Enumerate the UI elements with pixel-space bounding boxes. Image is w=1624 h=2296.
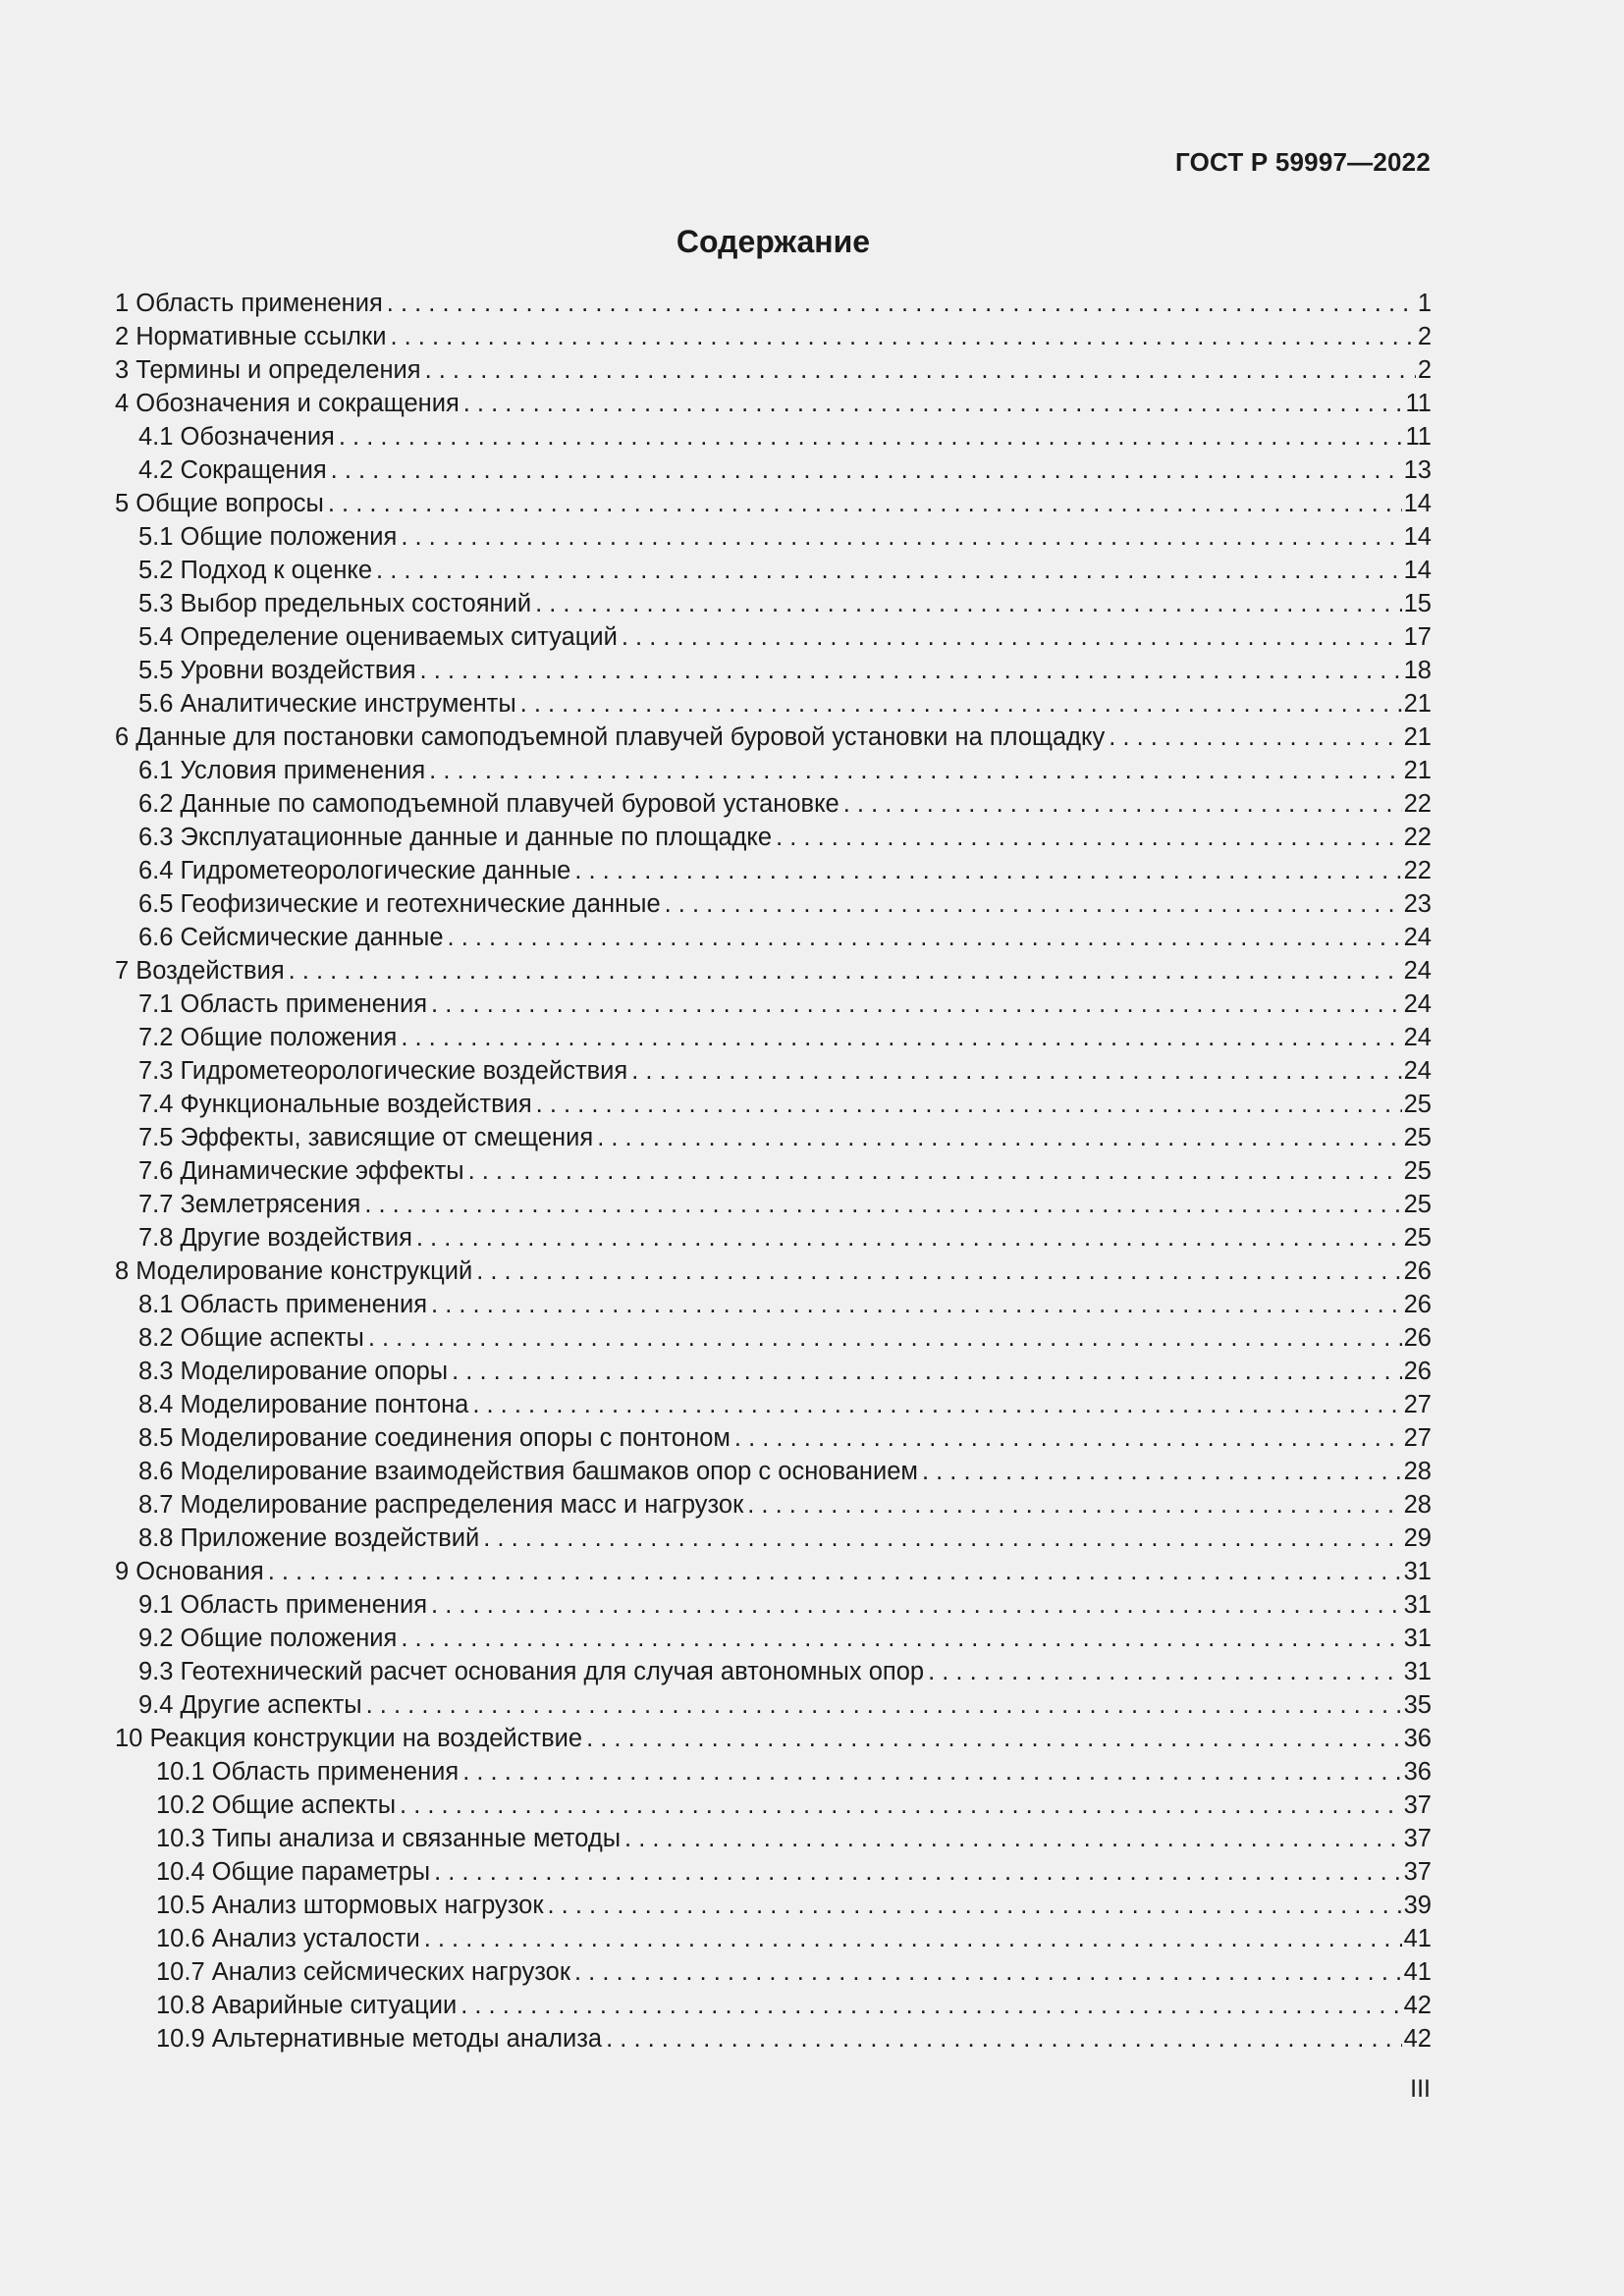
- toc-dot-leader: [448, 921, 1402, 954]
- toc-dot-leader: [843, 787, 1402, 821]
- toc-dot-leader: [328, 487, 1402, 520]
- toc-entry-label: 4.1 Обозначения: [138, 420, 335, 454]
- toc-entry[interactable]: [115, 1889, 1432, 1922]
- toc-entry-label: 4.2 Сокращения: [138, 454, 327, 487]
- toc-entry-label: 10.1 Область применения: [156, 1755, 459, 1789]
- toc-dot-leader: [535, 587, 1402, 620]
- toc-dot-leader: [631, 1054, 1401, 1088]
- toc-entry-label: 5.5 Уровни воздействия: [138, 654, 416, 687]
- toc-dot-leader: [606, 2022, 1402, 2056]
- toc-entry-label: 8.3 Моделирование опоры: [138, 1355, 448, 1388]
- toc-entry-label: 8.8 Приложение воздействий: [138, 1522, 479, 1555]
- toc-dot-leader: [431, 1588, 1402, 1622]
- toc-entry-label: 5.1 Общие положения: [138, 520, 397, 554]
- toc-entry-label: 6.5 Геофизические и геотехнические данные: [138, 887, 661, 921]
- toc-entry-label: 6.2 Данные по самоподъемной плавучей буровой установке: [138, 787, 839, 821]
- toc-entry[interactable]: [115, 387, 1432, 420]
- toc-entry[interactable]: [115, 887, 1432, 921]
- toc-entry-label: 9.1 Область применения: [138, 1588, 427, 1622]
- toc-entry[interactable]: [115, 320, 1432, 353]
- toc-entry[interactable]: [115, 1588, 1432, 1622]
- toc-entry-page: 37: [1403, 1858, 1432, 1886]
- toc-entry[interactable]: [115, 487, 1432, 520]
- toc-dot-leader: [734, 1421, 1402, 1455]
- page-number: III: [1410, 2075, 1431, 2103]
- toc-entry-page: 11: [1405, 390, 1432, 417]
- toc-entry-page: 17: [1403, 623, 1432, 651]
- toc-entry-page: 31: [1403, 1658, 1432, 1685]
- toc-dot-leader: [429, 754, 1401, 787]
- toc-entry-label: 5 Общие вопросы: [115, 487, 324, 520]
- toc-entry-page: 28: [1403, 1458, 1432, 1485]
- toc-entry-label: 7.3 Гидрометеорологические воздействия: [138, 1054, 627, 1088]
- toc-entry-label: 8.5 Моделирование соединения опоры с понтоном: [138, 1421, 731, 1455]
- toc-dot-leader: [665, 887, 1402, 921]
- toc-entry[interactable]: [115, 1021, 1432, 1054]
- toc-entry[interactable]: [115, 1722, 1432, 1755]
- toc-entry[interactable]: [115, 1922, 1432, 1955]
- toc-entry-page: 2: [1417, 356, 1432, 384]
- toc-entry-label: 10.6 Анализ усталости: [156, 1922, 420, 1955]
- toc-entry-page: 25: [1403, 1157, 1432, 1185]
- toc-dot-leader: [289, 954, 1402, 988]
- toc-entry[interactable]: [115, 754, 1432, 787]
- toc-entry[interactable]: [115, 721, 1432, 754]
- toc-entry-label: 10.4 Общие параметры: [156, 1855, 430, 1889]
- toc-entry-page: 21: [1403, 723, 1432, 751]
- toc-entry-page: 21: [1403, 757, 1432, 784]
- toc-dot-leader: [472, 1388, 1401, 1421]
- toc-entry-page: 25: [1403, 1191, 1432, 1218]
- toc-entry[interactable]: [115, 1154, 1432, 1188]
- toc-entry-label: 10.7 Анализ сейсмических нагрузок: [156, 1955, 570, 1989]
- toc-entry-page: 35: [1403, 1691, 1432, 1719]
- toc-entry[interactable]: [115, 1388, 1432, 1421]
- toc-entry-page: 2: [1417, 323, 1432, 350]
- toc-entry[interactable]: [115, 654, 1432, 687]
- toc-entry-page: 41: [1403, 1958, 1432, 1986]
- toc-entry-label: 10.5 Анализ штормовых нагрузок: [156, 1889, 543, 1922]
- toc-entry-label: 10.9 Альтернативные методы анализа: [156, 2022, 602, 2056]
- toc-entry-page: 31: [1403, 1558, 1432, 1585]
- toc-dot-leader: [597, 1121, 1401, 1154]
- toc-dot-leader: [520, 687, 1402, 721]
- toc-entry-page: 42: [1403, 1992, 1432, 2019]
- toc-entry-page: 36: [1403, 1725, 1432, 1752]
- toc-entry-page: 25: [1403, 1091, 1432, 1118]
- toc-dot-leader: [928, 1655, 1402, 1688]
- toc-entry[interactable]: [115, 1355, 1432, 1388]
- toc-entry-page: 25: [1403, 1124, 1432, 1151]
- toc-dot-leader: [776, 821, 1402, 854]
- toc-dot-leader: [400, 1789, 1402, 1822]
- document-id: ГОСТ Р 59997—2022: [1175, 147, 1431, 177]
- toc-entry-label: 6 Данные для постановки самоподъемной плавучей буровой установки на площадку: [115, 721, 1105, 754]
- toc-entry-label: 10.3 Типы анализа и связанные методы: [156, 1822, 621, 1855]
- toc-entry-page: 29: [1403, 1524, 1432, 1552]
- toc-entry-label: 4 Обозначения и сокращения: [115, 387, 460, 420]
- toc-entry[interactable]: [115, 921, 1432, 954]
- toc-entry-label: 9.2 Общие положения: [138, 1622, 397, 1655]
- toc-dot-leader: [390, 320, 1415, 353]
- toc-entry[interactable]: [115, 1255, 1432, 1288]
- toc-entry-page: 26: [1403, 1358, 1432, 1385]
- toc-entry-label: 10 Реакция конструкции на воздействие: [115, 1722, 582, 1755]
- toc-entry-page: 22: [1403, 857, 1432, 884]
- toc-entry-page: 39: [1403, 1892, 1432, 1919]
- toc-dot-leader: [624, 1822, 1402, 1855]
- toc-entry[interactable]: [115, 1622, 1432, 1655]
- toc-entry-page: 26: [1403, 1324, 1432, 1352]
- toc-dot-leader: [460, 1989, 1401, 2022]
- toc-entry-page: 14: [1403, 557, 1432, 584]
- toc-entry[interactable]: [115, 1088, 1432, 1121]
- toc-dot-leader: [483, 1522, 1401, 1555]
- toc-entry[interactable]: [115, 1455, 1432, 1488]
- toc-dot-leader: [747, 1488, 1401, 1522]
- toc-dot-leader: [547, 1889, 1401, 1922]
- toc-entry-page: 11: [1405, 423, 1432, 451]
- toc-entry-page: 24: [1403, 990, 1432, 1018]
- toc-dot-leader: [431, 988, 1402, 1021]
- toc-dot-leader: [452, 1355, 1402, 1388]
- toc-entry-label: 8 Моделирование конструкций: [115, 1255, 472, 1288]
- toc-dot-leader: [476, 1255, 1401, 1288]
- toc-entry[interactable]: [115, 420, 1432, 454]
- toc-entry[interactable]: [115, 854, 1432, 887]
- toc-dot-leader: [424, 1922, 1402, 1955]
- toc-entry[interactable]: [115, 1688, 1432, 1722]
- toc-entry[interactable]: [115, 620, 1432, 654]
- toc-entry-page: 14: [1403, 523, 1432, 551]
- toc-entry-label: 6.6 Сейсмические данные: [138, 921, 444, 954]
- toc-dot-leader: [574, 1955, 1402, 1989]
- toc-entry[interactable]: [115, 1822, 1432, 1855]
- toc-entry[interactable]: [115, 1955, 1432, 1989]
- toc-dot-leader: [339, 420, 1404, 454]
- toc-dot-leader: [425, 353, 1416, 387]
- toc-entry[interactable]: [115, 1855, 1432, 1889]
- toc-entry[interactable]: [115, 821, 1432, 854]
- toc-dot-leader: [1109, 721, 1401, 754]
- toc-dot-leader: [401, 1622, 1401, 1655]
- toc-entry-page: 23: [1403, 890, 1432, 918]
- toc-dot-leader: [268, 1555, 1402, 1588]
- toc-entry-label: 5.6 Аналитические инструменты: [138, 687, 516, 721]
- toc-entry[interactable]: [115, 687, 1432, 721]
- toc-dot-leader: [401, 1021, 1401, 1054]
- toc-dot-leader: [463, 387, 1404, 420]
- toc-entry-label: 7.5 Эффекты, зависящие от смещения: [138, 1121, 593, 1154]
- toc-entry[interactable]: [115, 520, 1432, 554]
- toc-entry-page: 36: [1403, 1758, 1432, 1786]
- toc-dot-leader: [416, 1221, 1402, 1255]
- toc-entry-page: 1: [1417, 290, 1432, 317]
- toc-entry[interactable]: [115, 554, 1432, 587]
- toc-entry-page: 24: [1403, 1024, 1432, 1051]
- toc-entry[interactable]: [115, 1221, 1432, 1255]
- toc-entry-page: 37: [1403, 1791, 1432, 1819]
- toc-entry-label: 6.1 Условия применения: [138, 754, 425, 787]
- toc-dot-leader: [331, 454, 1402, 487]
- toc-entry-label: 9.4 Другие аспекты: [138, 1688, 362, 1722]
- toc-entry-page: 24: [1403, 957, 1432, 985]
- toc-dot-leader: [387, 287, 1416, 320]
- toc-entry-label: 7.6 Динамические эффекты: [138, 1154, 464, 1188]
- toc-entry-label: 8.7 Моделирование распределения масс и нагрузок: [138, 1488, 743, 1522]
- toc-entry-label: 8.6 Моделирование взаимодействия башмаков опор с основанием: [138, 1455, 918, 1488]
- toc-entry-label: 9.3 Геотехнический расчет основания для случая автономных опор: [138, 1655, 924, 1688]
- toc-dot-leader: [922, 1455, 1402, 1488]
- toc-entry[interactable]: [115, 1555, 1432, 1588]
- toc-entry[interactable]: [115, 1054, 1432, 1088]
- toc-dot-leader: [376, 554, 1402, 587]
- toc-dot-leader: [574, 854, 1401, 887]
- toc-entry-page: 24: [1403, 924, 1432, 951]
- toc-entry-page: 18: [1403, 657, 1432, 684]
- toc-entry-label: 7.1 Область применения: [138, 988, 427, 1021]
- toc-entry-label: 10.8 Аварийные ситуации: [156, 1989, 457, 2022]
- toc-entry-label: 8.2 Общие аспекты: [138, 1321, 364, 1355]
- toc-entry-label: 9 Основания: [115, 1555, 264, 1588]
- toc-entry[interactable]: [115, 1789, 1432, 1822]
- toc-entry-label: 5.3 Выбор предельных состояний: [138, 587, 531, 620]
- toc-entry-page: 27: [1403, 1424, 1432, 1452]
- toc-entry-label: 8.4 Моделирование понтона: [138, 1388, 468, 1421]
- toc-entry-label: 1 Область применения: [115, 287, 383, 320]
- toc-entry-page: 26: [1403, 1291, 1432, 1318]
- toc-entry[interactable]: [115, 1421, 1432, 1455]
- toc-entry-page: 31: [1403, 1591, 1432, 1619]
- toc-entry-page: 22: [1403, 824, 1432, 851]
- toc-dot-leader: [366, 1688, 1402, 1722]
- toc-dot-leader: [368, 1321, 1402, 1355]
- toc-entry-label: 5.4 Определение оцениваемых ситуаций: [138, 620, 618, 654]
- toc-entry-page: 37: [1403, 1825, 1432, 1852]
- toc-entry[interactable]: [115, 1655, 1432, 1688]
- toc-dot-leader: [434, 1855, 1402, 1889]
- toc-entry-page: 21: [1403, 690, 1432, 718]
- toc-entry[interactable]: [115, 954, 1432, 988]
- toc-dot-leader: [586, 1722, 1402, 1755]
- toc-entry-label: 7.2 Общие положения: [138, 1021, 397, 1054]
- toc-entry-label: 6.4 Гидрометеорологические данные: [138, 854, 570, 887]
- toc-entry-page: 26: [1403, 1257, 1432, 1285]
- toc-entry-page: 14: [1403, 490, 1432, 517]
- toc-entry[interactable]: [115, 988, 1432, 1021]
- toc-entry-page: 31: [1403, 1625, 1432, 1652]
- toc-entry-label: 7 Воздействия: [115, 954, 285, 988]
- toc-entry-page: 28: [1403, 1491, 1432, 1519]
- table-of-contents: [115, 287, 1432, 2056]
- toc-entry-label: 6.3 Эксплуатационные данные и данные по площадке: [138, 821, 772, 854]
- toc-entry-label: 5.2 Подход к оценке: [138, 554, 372, 587]
- page-title: Содержание: [676, 224, 871, 259]
- toc-entry-page: 22: [1403, 790, 1432, 818]
- toc-entry-label: 3 Термины и определения: [115, 353, 421, 387]
- toc-entry-label: 8.1 Область применения: [138, 1288, 427, 1321]
- toc-entry[interactable]: [115, 1522, 1432, 1555]
- toc-entry[interactable]: [115, 1755, 1432, 1789]
- toc-entry-page: 13: [1403, 456, 1432, 484]
- toc-entry[interactable]: [115, 587, 1432, 620]
- toc-dot-leader: [364, 1188, 1401, 1221]
- toc-entry[interactable]: [115, 787, 1432, 821]
- toc-entry[interactable]: [115, 1488, 1432, 1522]
- toc-entry[interactable]: [115, 1288, 1432, 1321]
- toc-entry-label: 7.8 Другие воздействия: [138, 1221, 412, 1255]
- toc-entry-label: 7.7 Землетрясения: [138, 1188, 360, 1221]
- toc-entry[interactable]: [115, 1321, 1432, 1355]
- toc-dot-leader: [431, 1288, 1402, 1321]
- toc-entry-page: 27: [1403, 1391, 1432, 1418]
- toc-entry[interactable]: [115, 1121, 1432, 1154]
- toc-dot-leader: [420, 654, 1402, 687]
- toc-entry-page: 42: [1403, 2025, 1432, 2053]
- toc-dot-leader: [462, 1755, 1401, 1789]
- toc-entry[interactable]: [115, 1188, 1432, 1221]
- toc-entry[interactable]: [115, 353, 1432, 387]
- toc-entry[interactable]: [115, 454, 1432, 487]
- toc-entry[interactable]: [115, 287, 1432, 320]
- toc-dot-leader: [401, 520, 1401, 554]
- toc-dot-leader: [622, 620, 1402, 654]
- toc-entry-label: 10.2 Общие аспекты: [156, 1789, 396, 1822]
- toc-dot-leader: [468, 1154, 1402, 1188]
- toc-entry-page: 24: [1403, 1057, 1432, 1085]
- toc-entry-page: 15: [1403, 590, 1432, 617]
- toc-dot-leader: [536, 1088, 1402, 1121]
- toc-entry[interactable]: [115, 1989, 1432, 2022]
- toc-entry-label: 7.4 Функциональные воздействия: [138, 1088, 532, 1121]
- toc-entry-page: 41: [1403, 1925, 1432, 1952]
- toc-entry-page: 25: [1403, 1224, 1432, 1252]
- toc-entry[interactable]: [115, 2022, 1432, 2056]
- toc-entry-label: 2 Нормативные ссылки: [115, 320, 386, 353]
